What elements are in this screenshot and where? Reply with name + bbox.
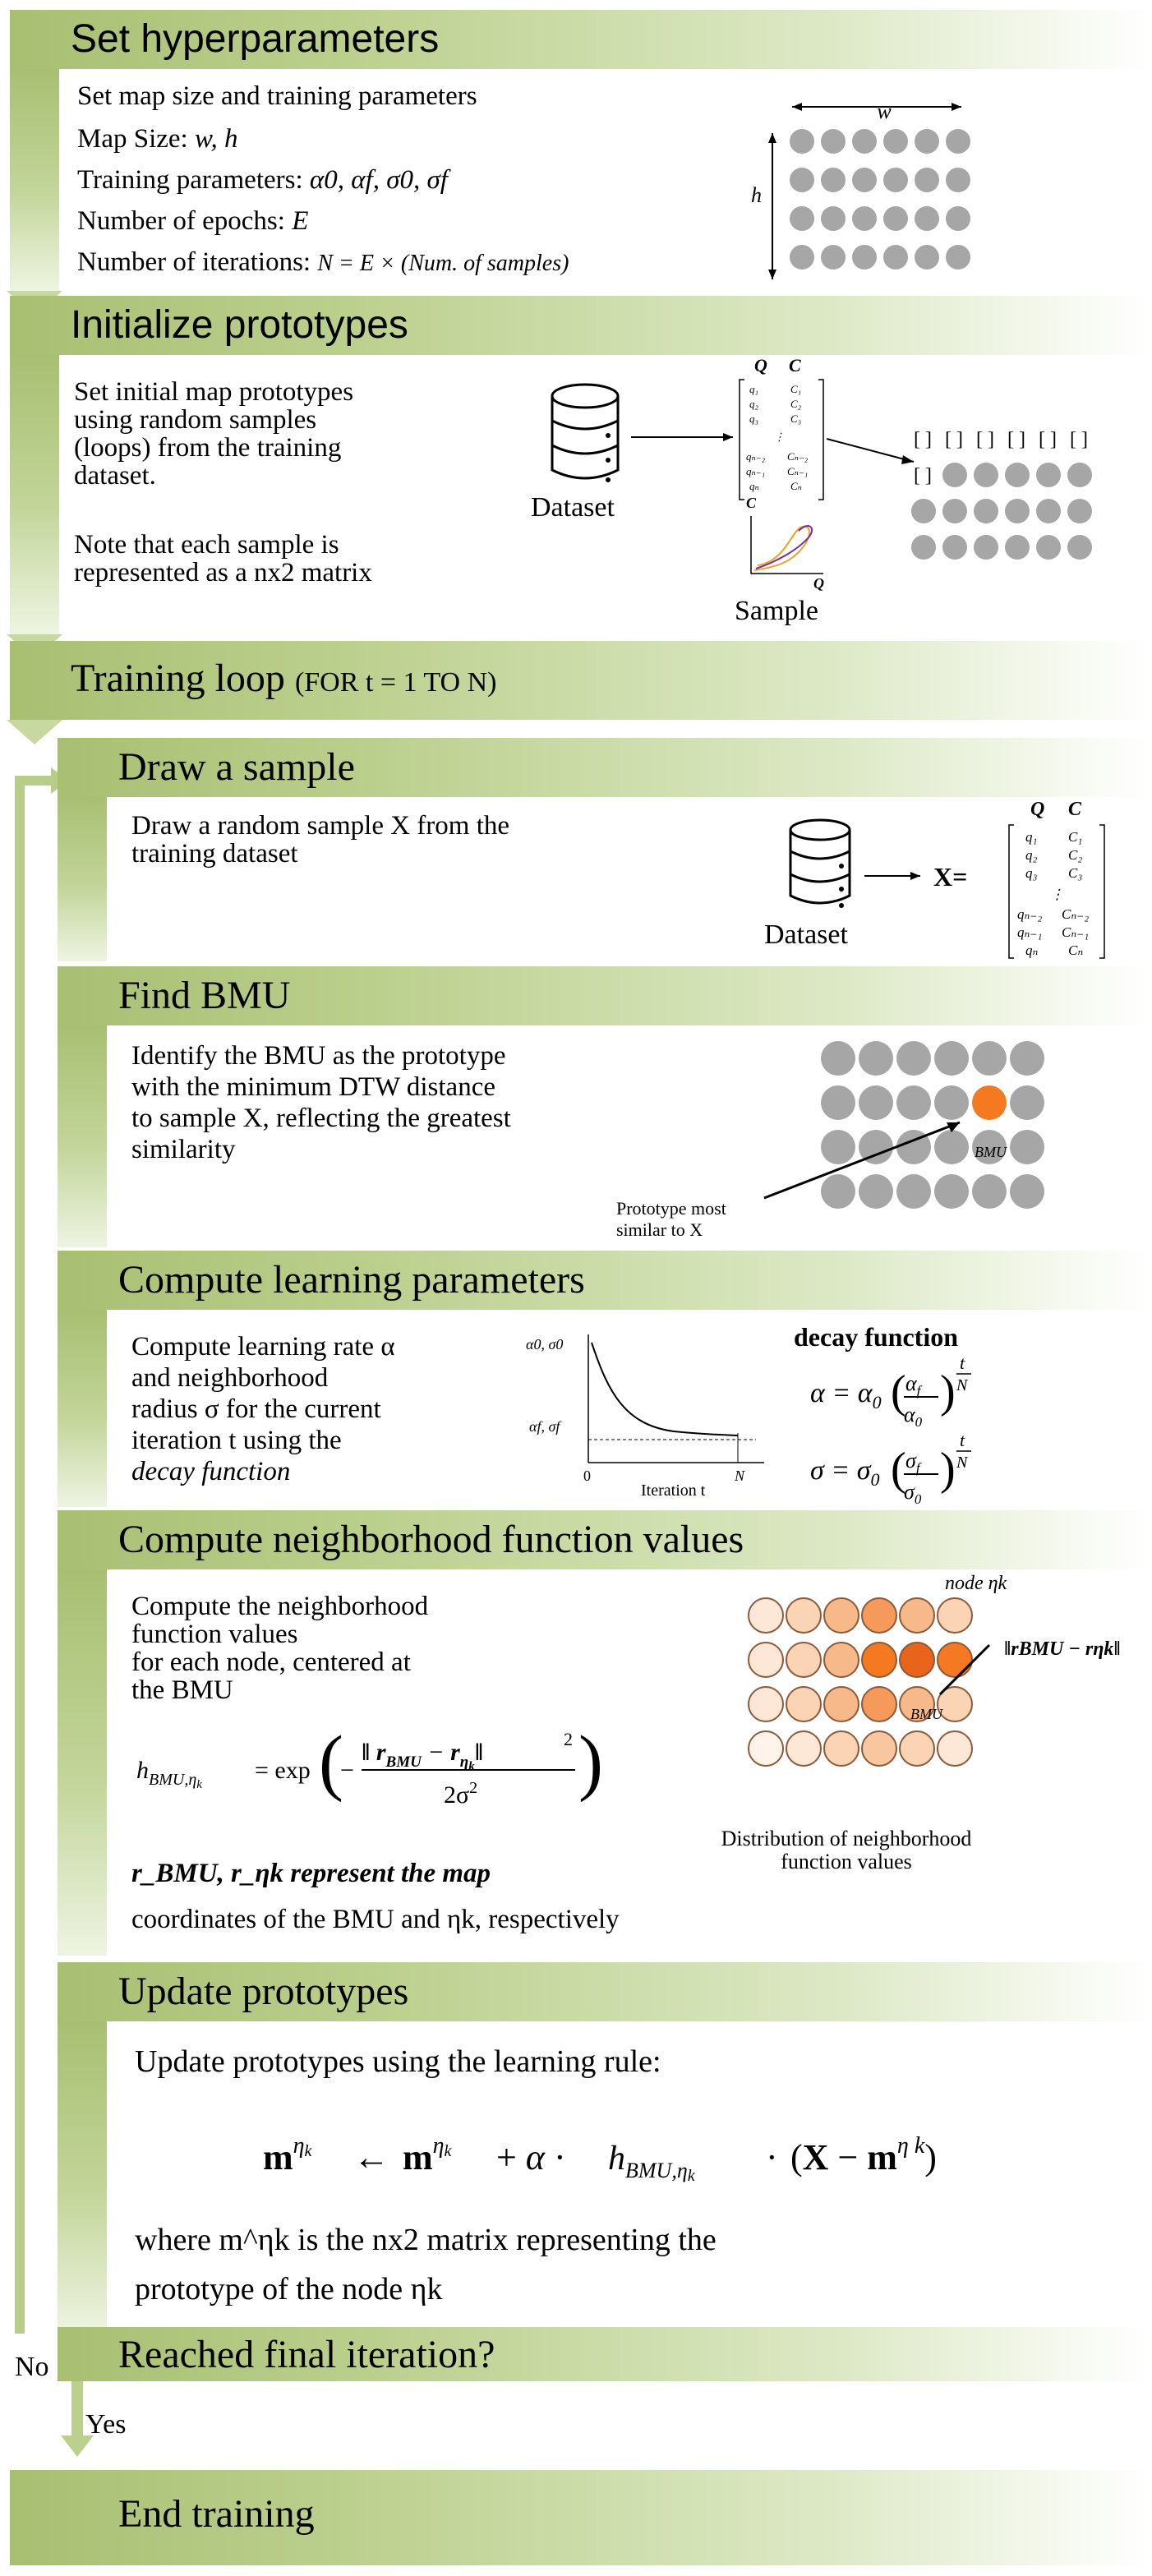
step-update-prototypes-body <box>107 2021 1144 2334</box>
svg-text:qₙ₋₁: qₙ₋₁ <box>746 465 766 477</box>
map-node <box>883 245 908 270</box>
map-node <box>1010 1130 1044 1164</box>
step-strip <box>58 1310 107 1507</box>
svg-text:q₁: q₁ <box>749 383 759 395</box>
matrix-prototype: [ ] <box>1007 429 1025 450</box>
step-training-loop-header <box>10 641 1150 720</box>
sample-label: Sample <box>735 596 818 626</box>
map-node <box>786 1643 821 1677</box>
svg-text:qₙ₋₂: qₙ₋₂ <box>1017 906 1043 922</box>
map-node <box>852 245 877 270</box>
map-node <box>938 1643 972 1677</box>
training-params-line: Training parameters: α0, αf, σ0, σf <box>77 165 448 195</box>
bmu-node <box>900 1643 934 1677</box>
c-header: C <box>789 355 801 376</box>
svg-text:(: ( <box>891 1366 906 1417</box>
where-text: where m^ηk is the nx2 matrix representing the prototype of the node ηk <box>135 2223 717 2306</box>
map-node <box>1010 1085 1044 1120</box>
map-node <box>972 1041 1007 1076</box>
map-node <box>1036 535 1061 560</box>
decay-equations <box>781 1348 1142 1507</box>
map-node <box>915 206 939 231</box>
map-node <box>942 463 967 487</box>
map-node <box>896 1085 931 1120</box>
step-find-bmu-body <box>107 1025 1144 1247</box>
svg-text:C₁: C₁ <box>1068 829 1083 845</box>
dataset-label: Dataset <box>764 919 848 950</box>
svg-text:+ α ·: + α · <box>496 2137 566 2177</box>
step-title: Find BMU <box>118 974 291 1017</box>
svg-text:q₂: q₂ <box>1025 847 1038 863</box>
step-text: Compute learning rate α and neighborhood radius σ for the current iteration t using the decay function <box>131 1332 395 1486</box>
map-node <box>859 1041 893 1076</box>
map-node <box>900 1598 934 1633</box>
map-node <box>821 1085 855 1120</box>
map-node <box>824 1643 859 1677</box>
map-node <box>934 1130 969 1164</box>
svg-text:C₂: C₂ <box>790 398 802 410</box>
step-strip <box>10 355 59 634</box>
h-label: h <box>751 183 762 207</box>
step-set-hyperparameters-body <box>59 69 1144 291</box>
map-node <box>786 1687 821 1721</box>
step-note: Note that each sample is represented as a nx2 matrix <box>74 530 372 588</box>
w-label: w <box>877 100 892 123</box>
map-node <box>859 1174 893 1209</box>
map-node <box>862 1643 896 1677</box>
svg-text:2σ2: $2\sigma^2$ <box>444 1779 478 1809</box>
svg-text:): ) <box>578 1721 603 1803</box>
svg-text:N: N <box>956 1454 968 1472</box>
svg-text:σf: $\sigma_f$ <box>905 1449 920 1476</box>
step-strip <box>58 797 107 961</box>
map-node <box>1067 499 1092 523</box>
svg-text:mηk: $m^{\eta k}$ <box>263 2133 312 2177</box>
step-title: Compute learning parameters <box>118 1258 585 1302</box>
database-icon <box>552 385 618 482</box>
step-title: Update prototypes <box>118 1970 409 2013</box>
step-text: Set initial map prototypes using random samples (loops) from the training dataset. <box>74 377 354 491</box>
decay-curve <box>592 1343 738 1435</box>
map-node <box>786 1598 821 1633</box>
map-node <box>1005 535 1030 560</box>
draw-sample-diagram <box>633 797 1142 961</box>
svg-text:q₂: q₂ <box>749 398 759 410</box>
iterations-line: Number of iterations: N = E × (Num. of samples) <box>77 247 569 277</box>
map-node <box>946 129 970 154</box>
map-node <box>824 1731 859 1766</box>
map-node <box>824 1687 859 1721</box>
svg-text:q₁: q₁ <box>1025 829 1038 845</box>
svg-text:Q: Q <box>813 575 824 592</box>
step-initialize-prototypes-header <box>10 296 1150 355</box>
svg-text:Cₙ₋₁: Cₙ₋₁ <box>1062 924 1090 940</box>
map-node <box>821 206 846 231</box>
learning-rule <box>230 2112 1052 2202</box>
caption-line-1: Distribution of neighborhood <box>721 1827 972 1850</box>
matrix-prototype: [ ] <box>1070 429 1088 450</box>
map-node <box>749 1687 783 1721</box>
map-node <box>862 1598 896 1633</box>
svg-text:t: t <box>960 1353 965 1373</box>
svg-text:Cₙ₋₂: Cₙ₋₂ <box>1062 906 1090 922</box>
svg-text:C: C <box>1068 799 1082 820</box>
dataset-label: Dataset <box>531 492 615 523</box>
svg-text:= exp: = exp <box>255 1757 311 1784</box>
plot-y-bottom: αf, σf <box>529 1418 560 1435</box>
map-node <box>749 1598 783 1633</box>
svg-text:·: · <box>766 2137 778 2177</box>
map-node <box>821 1130 855 1164</box>
map-node <box>915 129 939 154</box>
step-strip <box>58 1025 107 1247</box>
svg-text:hBMU,ηk: $h_{BMU,\eta k}$ <box>608 2140 695 2185</box>
step-title: Set hyperparameters <box>71 17 440 61</box>
decay-function-title: decay function <box>794 1322 958 1352</box>
plot-y-top: α0, σ0 <box>526 1336 564 1353</box>
step-final-iteration-header <box>58 2327 1150 2381</box>
svg-text:): ) <box>940 1366 956 1417</box>
map-node <box>862 1687 896 1721</box>
map-node <box>942 499 967 523</box>
step-set-hyperparameters-header <box>10 10 1150 69</box>
step-title: Draw a sample <box>118 745 355 789</box>
svg-text:hBMU,ηk: $h_{BMU,\eta_k}$ <box>136 1757 202 1791</box>
svg-text:C₃: C₃ <box>1068 865 1083 881</box>
map-node <box>790 245 814 270</box>
step-learning-params-body <box>107 1310 1144 1507</box>
map-node <box>911 535 936 560</box>
svg-text:⋮: ⋮ <box>1050 887 1064 902</box>
map-node <box>1010 1174 1044 1209</box>
svg-text:σ0: $\sigma_0$ <box>904 1480 922 1507</box>
svg-text:−: − <box>340 1757 354 1784</box>
svg-text:q₃: q₃ <box>749 412 759 425</box>
map-node <box>974 535 998 560</box>
step-text: Update prototypes using the learning rule: <box>135 2044 661 2079</box>
map-node <box>790 206 814 231</box>
map-node <box>883 129 908 154</box>
step-title: Compute neighborhood function values <box>118 1518 744 1561</box>
map-node <box>915 245 939 270</box>
training-loop-subtitle: (FOR t = 1 TO N) <box>294 667 497 698</box>
map-node <box>749 1643 783 1677</box>
map-node <box>821 129 846 154</box>
svg-text:qₙ₋₂: qₙ₋₂ <box>746 450 766 463</box>
map-node <box>934 1041 969 1076</box>
node-label: node ηk <box>945 1573 1007 1594</box>
step-learning-params-header <box>58 1251 1150 1310</box>
map-node <box>938 1731 972 1766</box>
init-diagram <box>486 355 1144 634</box>
map-node <box>790 129 814 154</box>
step-text: Identify the BMU as the prototype with the minimum DTW distance to sample X, reflecting the greatest similarity <box>131 1041 511 1164</box>
map-grid-hyperparams <box>700 100 1012 281</box>
svg-text:(X − mη k): $(X - m^{\eta k})$ <box>790 2133 937 2177</box>
svg-text:⋮: ⋮ <box>774 431 785 443</box>
svg-text:Q: Q <box>1030 799 1045 820</box>
map-node <box>946 245 970 270</box>
map-node <box>821 168 846 192</box>
map-node <box>946 206 970 231</box>
svg-text:←: ← <box>353 2137 389 2177</box>
step-title: End training <box>118 2492 315 2536</box>
step-end-training-header <box>10 2470 1150 2565</box>
matrix-prototype: [ ] <box>945 429 963 450</box>
svg-text:α0: $\alpha_0$ <box>904 1403 923 1430</box>
database-icon <box>790 820 850 908</box>
map-node <box>974 463 998 487</box>
step-draw-sample-body <box>107 797 1144 961</box>
step-title: Initialize prototypes <box>71 303 408 347</box>
svg-text:Cₙ: Cₙ <box>790 480 802 492</box>
svg-text:C₂: C₂ <box>1068 847 1083 863</box>
svg-text:Cₙ: Cₙ <box>1068 942 1084 958</box>
svg-text:q₃: q₃ <box>1025 865 1038 881</box>
svg-text:qₙ: qₙ <box>1025 942 1039 958</box>
annotation-line-1: Prototype most <box>616 1198 726 1219</box>
map-node <box>974 499 998 523</box>
sample-plot <box>746 495 824 592</box>
represent-text: r_BMU, r_ηk represent the map coordinates of the BMU and ηk, respectively <box>131 1859 620 1934</box>
svg-text:‖ rBMU − rηk‖: ‖ $r_{BMU}$ − $r_{\eta_k}‖$ <box>362 1739 484 1773</box>
map-node <box>821 1174 855 1209</box>
map-node <box>1067 463 1092 487</box>
map-node <box>859 1085 893 1120</box>
svg-text:(: ( <box>319 1721 343 1803</box>
map-node <box>883 206 908 231</box>
map-node <box>896 1174 931 1209</box>
svg-text:mηk: $m^{\eta k}$ <box>403 2133 452 2177</box>
svg-text:qₙ: qₙ <box>749 480 759 492</box>
map-node <box>790 168 814 192</box>
step-title: Training loop (FOR t = 1 TO N) <box>71 657 497 700</box>
map-node <box>1036 499 1061 523</box>
map-node <box>938 1598 972 1633</box>
map-node <box>915 168 939 192</box>
map-node <box>1036 463 1061 487</box>
alpha-equation: $\alpha = \alpha_0$ <box>810 1378 882 1412</box>
map-node <box>1005 499 1030 523</box>
caption-line-2: function values <box>781 1850 912 1873</box>
map-node <box>934 1174 969 1209</box>
neighborhood-formula <box>131 1717 707 1824</box>
bmu-diagram <box>567 1025 1142 1247</box>
map-node <box>1067 535 1092 560</box>
plot-x0: 0 <box>583 1468 591 1484</box>
map-node <box>821 1041 855 1076</box>
step-neighborhood-body <box>107 1569 1144 1956</box>
svg-text:C₃: C₃ <box>790 412 802 425</box>
map-node <box>821 245 846 270</box>
svg-text:Cₙ₋₁: Cₙ₋₁ <box>787 465 809 477</box>
step-text: Compute the neighborhood function values for each node, centered at the BMU <box>131 1592 429 1705</box>
step-draw-sample-header <box>58 738 1150 797</box>
step-neighborhood-header <box>58 1510 1150 1569</box>
map-node <box>911 499 936 523</box>
map-node <box>749 1731 783 1766</box>
annotation-line-2: similar to X <box>616 1219 703 1240</box>
matrix-prototype: [ ] <box>976 429 994 450</box>
flow-arrow <box>7 720 62 744</box>
map-node <box>862 1731 896 1766</box>
matrix-prototype: [ ] <box>1039 429 1057 450</box>
step-initialize-prototypes-body <box>59 355 1144 634</box>
yes-label: Yes <box>85 2409 127 2440</box>
svg-text:αf: $\alpha_f$ <box>905 1371 921 1399</box>
svg-text:N: N <box>956 1376 968 1394</box>
map-node <box>852 129 877 154</box>
neighborhood-grid <box>666 1569 1142 1906</box>
map-node <box>852 206 877 231</box>
svg-text:): ) <box>940 1444 956 1495</box>
step-find-bmu-header <box>58 966 1150 1025</box>
step-update-prototypes-header <box>58 1962 1150 2021</box>
map-node <box>883 168 908 192</box>
bmu-label: BMU <box>975 1144 1007 1160</box>
bmu-label: BMU <box>910 1706 942 1722</box>
q-header: Q <box>754 355 767 376</box>
plot-xN: N <box>735 1468 745 1484</box>
map-node <box>852 168 877 192</box>
map-node <box>972 1174 1007 1209</box>
matrix-prototype: [ ] <box>914 465 932 486</box>
map-node <box>1005 463 1030 487</box>
map-node <box>900 1731 934 1766</box>
step-title: Reached final iteration? <box>118 2333 495 2376</box>
step-strip <box>10 69 59 291</box>
map-node <box>824 1598 859 1633</box>
x-equals: X= <box>933 862 968 892</box>
map-node <box>786 1731 821 1766</box>
no-label: No <box>15 2352 49 2382</box>
svg-text:C₁: C₁ <box>790 383 802 395</box>
svg-text:(: ( <box>891 1444 906 1495</box>
svg-text:2: 2 <box>564 1729 573 1749</box>
sigma-equation: $\sigma = \sigma_0$ <box>810 1455 880 1490</box>
step-text: Draw a random sample X from the training dataset <box>131 811 510 869</box>
epochs-line: Number of epochs: E <box>77 206 309 236</box>
map-node <box>942 535 967 560</box>
map-size-line: Map Size: w, h <box>77 124 238 154</box>
step-strip <box>58 2021 107 2334</box>
decay-plot <box>518 1310 781 1507</box>
step-text: Set map size and training parameters <box>77 81 477 111</box>
map-node <box>1010 1041 1044 1076</box>
svg-text:t: t <box>960 1430 965 1450</box>
bmu-node <box>972 1085 1007 1120</box>
matrix-prototype: [ ] <box>914 429 932 450</box>
plot-xlabel: Iteration t <box>641 1482 706 1500</box>
svg-text:C: C <box>746 495 757 511</box>
map-node <box>934 1085 969 1120</box>
svg-text:qₙ₋₁: qₙ₋₁ <box>1017 924 1043 940</box>
map-node <box>946 168 970 192</box>
svg-text:Cₙ₋₂: Cₙ₋₂ <box>787 450 809 463</box>
distance-label: ‖rBMU − rηk‖ <box>1004 1638 1121 1660</box>
map-node <box>896 1041 931 1076</box>
step-strip <box>58 1569 107 1956</box>
